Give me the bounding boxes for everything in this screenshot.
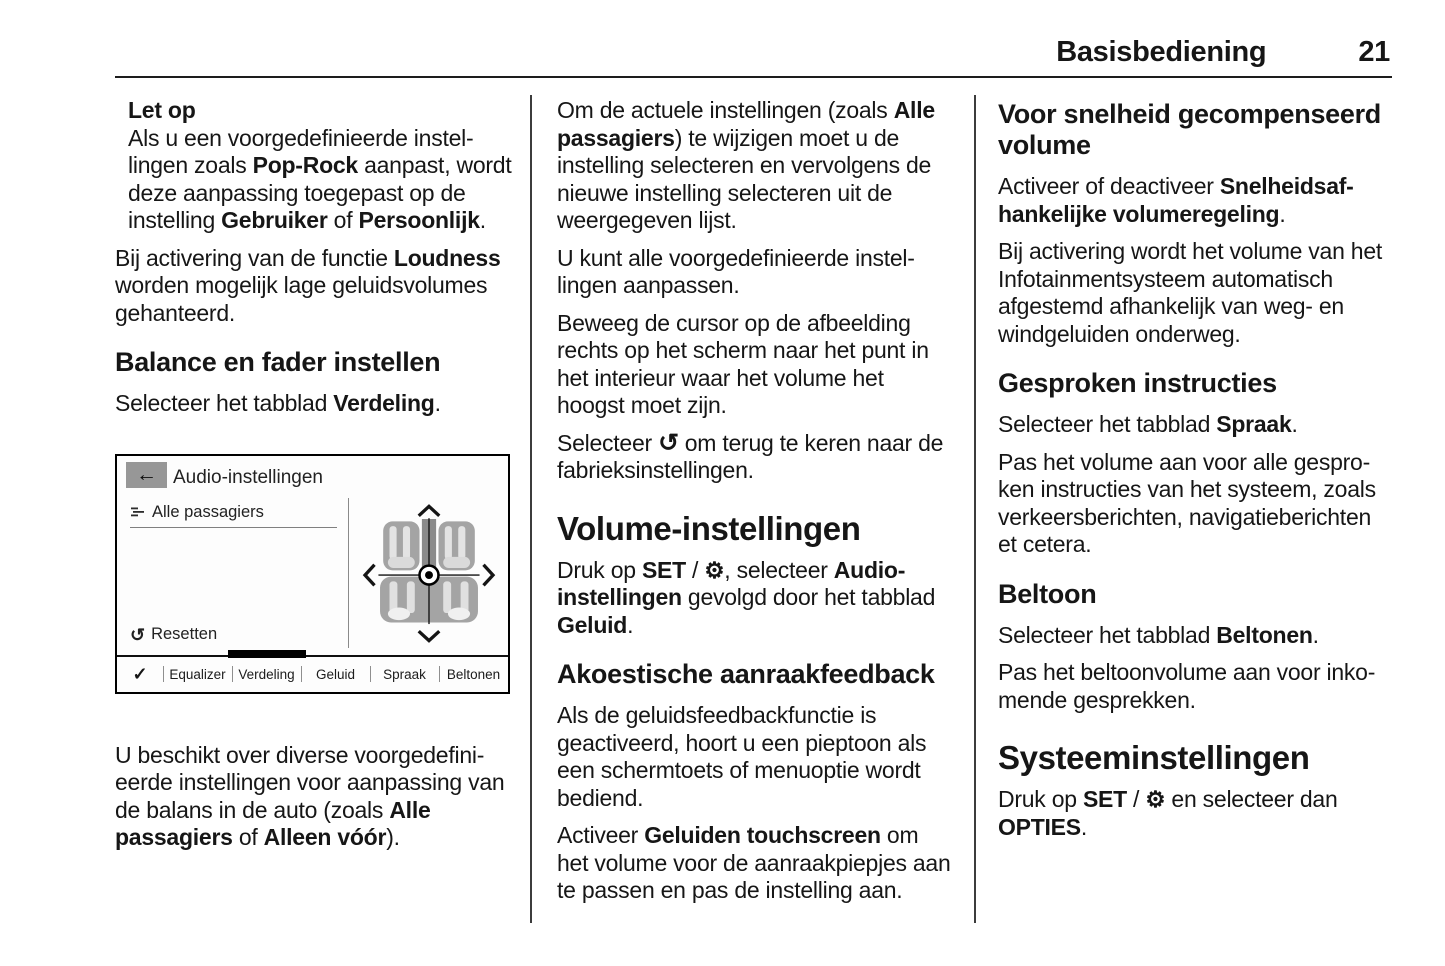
chevron-right-icon	[483, 565, 492, 586]
chevron-down-icon	[418, 631, 439, 640]
tab-label: Geluid	[315, 666, 356, 682]
heading-touch-feedback: Akoestische aanraakfeedback	[557, 659, 935, 689]
tab-spraak	[370, 660, 439, 689]
figure-screen-title: Audio-instellingen	[173, 466, 323, 488]
paragraph-ringtone-tab: Selecteer het tabblad Beltonen.	[998, 621, 1319, 648]
column-divider	[974, 95, 976, 923]
paragraph-presets: U beschikt over diverse voorgedefinieerde instellingen voor aanpassing van de balans in de auto (zoals Alle passagiers of Alleen vóór).	[115, 741, 505, 850]
tab-label: Equalizer	[169, 666, 226, 682]
paragraph-set-audio: Druk op SET / ⚙, selecteer Audio-instellingen gevolgd door het tabblad Geluid.	[557, 556, 936, 638]
back-arrow-icon: ←	[126, 462, 167, 488]
gear-icon: ⚙	[704, 557, 725, 583]
note-block	[115, 97, 512, 235]
reset-button	[130, 621, 217, 649]
column-divider	[530, 95, 532, 923]
reset-icon: ↺	[658, 429, 679, 457]
page-number: 21	[1358, 36, 1390, 68]
tab-label: Verdeling	[238, 666, 295, 682]
paragraph-beep: Als de geluidsfeedbackfunctie is geactiveerd, hoort u een pieptoon als een schermtoets of menuoptie wordt bediend.	[557, 702, 927, 811]
page-header	[115, 36, 1390, 69]
preset-list-icon	[130, 506, 145, 518]
reset-icon: ↺	[130, 624, 146, 645]
tab-beltonen	[439, 660, 508, 689]
column-1	[115, 97, 512, 862]
figure-tab-bar	[117, 655, 508, 692]
paragraph-change-setting: Om de actuele instellingen (zoals Alle passagiers) te wijzigen moet u de instelling selecteren en vervolgens de nieuwe instelling selecteren uit de weergegeven lijst.	[557, 97, 935, 233]
paragraph-ringtone-volume: Pas het beltoonvolume aan voor inkomende gesprekken.	[998, 659, 1376, 713]
tab-geluid	[301, 660, 370, 689]
paragraph-verdeling: Selecteer het tabblad Verdeling.	[115, 390, 441, 416]
tab-verdeling	[232, 660, 301, 689]
paragraph-voice-volume: Pas het volume aan voor alle gesproken instructies van het systeem, zoals verkeersberichten, navigatieberichten et cetera.	[998, 448, 1376, 557]
paragraph-activate-touch-sounds: Activeer Geluiden touchscreen om het volume voor de aanraakpiepjes aan te passen en pas de instelling aan.	[557, 822, 951, 903]
section-title: Basisbediening	[1056, 36, 1267, 68]
heading-system-settings: Systeeminstellingen	[998, 739, 1310, 776]
tab-equalizer	[163, 660, 232, 689]
note-label: Let op	[128, 97, 196, 123]
audio-settings-figure	[115, 454, 510, 694]
paragraph-reset-defaults: Selecteer ↺ om terug te keren naar de fabrieksinstellingen.	[557, 429, 944, 483]
paragraph-speed-description: Bij activering wordt het volume van het Infotainmentsysteem automatisch afgestemd afhankelijk van weg- en windgeluiden onderweg.	[998, 238, 1383, 347]
header-rule	[115, 76, 1392, 78]
heading-speed-volume: Voor snelheid gecompenseerd volume	[998, 99, 1382, 160]
paragraph-adjust-all: U kunt alle voorgedefinieerde instellingen aanpassen.	[557, 244, 915, 298]
checkmark-icon: ✓	[132, 664, 148, 684]
heading-ringtone: Beltoon	[998, 578, 1097, 609]
preset-selector	[130, 499, 264, 527]
reset-label: Resetten	[151, 625, 218, 643]
active-tab-indicator	[228, 650, 306, 658]
tab-label: Beltonen	[446, 666, 501, 682]
figure-right-panel	[349, 493, 508, 655]
chevron-up-icon	[418, 506, 439, 515]
heading-balance-fader: Balance en fader instellen	[115, 347, 441, 377]
paragraph-system-options: Druk op SET / ⚙ en selecteer dan OPTIES.	[998, 786, 1338, 840]
gear-icon: ⚙	[1145, 787, 1166, 812]
column-2	[557, 97, 954, 915]
column-3	[998, 97, 1395, 851]
paragraph-voice-tab: Selecteer het tabblad Spraak.	[998, 411, 1298, 437]
chevron-left-icon	[365, 565, 374, 586]
preset-underline	[130, 527, 337, 528]
seat-balance-map	[350, 499, 508, 648]
note-body: Als u een voorgedefinieerde instellingen zoals Pop-Rock aanpast, wordt deze aanpassing toegepast op de instelling Gebruiker of Persoonlijk.	[128, 124, 512, 233]
paragraph-loudness: Bij activering van de functie Loudness worden mogelijk lage geluidsvolumes gehanteerd.	[115, 244, 501, 326]
figure-left-panel	[117, 493, 348, 655]
preset-label: Alle passagiers	[152, 502, 264, 521]
paragraph-speed-activate: Activeer of deactiveer Snelheidsafhankelijke volumeregeling.	[998, 173, 1354, 227]
paragraph-move-cursor: Beweeg de cursor op de afbeelding rechts op het scherm naar het punt in het interieur waar het volume het hoogst moet zijn.	[557, 309, 929, 418]
tab-label: Spraak	[383, 666, 426, 682]
heading-volume-settings: Volume-instellingen	[557, 509, 861, 547]
heading-voice-prompts: Gesproken instructies	[998, 368, 1277, 398]
